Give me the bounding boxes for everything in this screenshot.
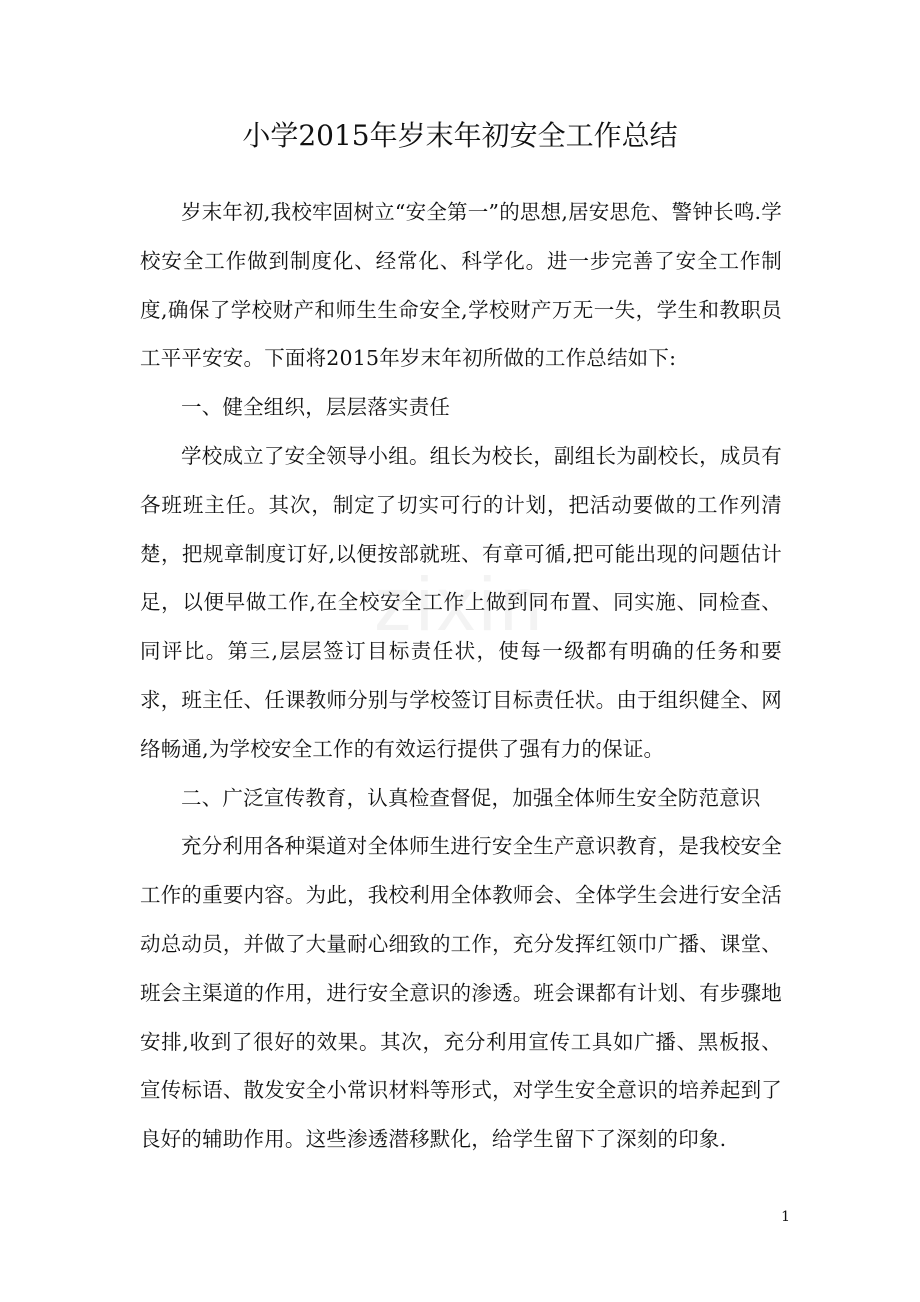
paragraph-intro: 岁末年初,我校牢固树立“安全第一”的思想,居安思危、警钟长鸣.学校安全工作做到制度化、经常化、科学化。进一步完善了安全工作制度,确保了学校财产和师生生命安全,学校财产万无一失，学生和教职员工平平安安。下面将2015年岁末年初所做的工作总结如下: [140,200,782,371]
document-body [140,188,782,1164]
page-number: 1 [781,1209,790,1225]
section-heading-2: 二、广泛宣传教育，认真检查督促，加强全体师生安全防范意识 [181,785,761,810]
watermark: zixin [373,562,547,647]
paragraph-organization: 学校成立了安全领导小组。组长为校长，副组长为副校长，成员有各班班主任。其次，制定了切实可行的计划，把活动要做的工作列清楚，把规章制度订好,以便按部就班、有章可循,把可能出现的问题估计足，以便早做工作,在全校安全工作上做到同布置、同实施、同检查、同评比。第三,层层签订目标责任状，使每一级都有明确的任务和要求，班主任、任课教师分别与学校签订目标责任状。由于组织健全、网络畅通,为学校安全工作的有效运行提供了强有力的保证。 [140,443,782,761]
section-heading-1: 一、健全组织，层层落实责任 [181,395,451,420]
paragraph-education: 充分利用各种渠道对全体师生进行安全生产意识教育，是我校安全工作的重要内容。为此，我校利用全体教师会、全体学生会进行安全活动总动员，并做了大量耐心细致的工作，充分发挥红领巾广播、课堂、班会主渠道的作用，进行安全意识的渗透。班会课都有计划、有步骤地安排,收到了很好的效果。其次，充分利用宣传工具如广播、黑板报、宣传标语、散发安全小常识材料等形式，对学生安全意识的培养起到了良好的辅助作用。这些渗透潜移默化，给学生留下了深刻的印象. [140,834,782,1152]
document-title: 小学2015年岁末年初安全工作总结 [242,119,678,152]
